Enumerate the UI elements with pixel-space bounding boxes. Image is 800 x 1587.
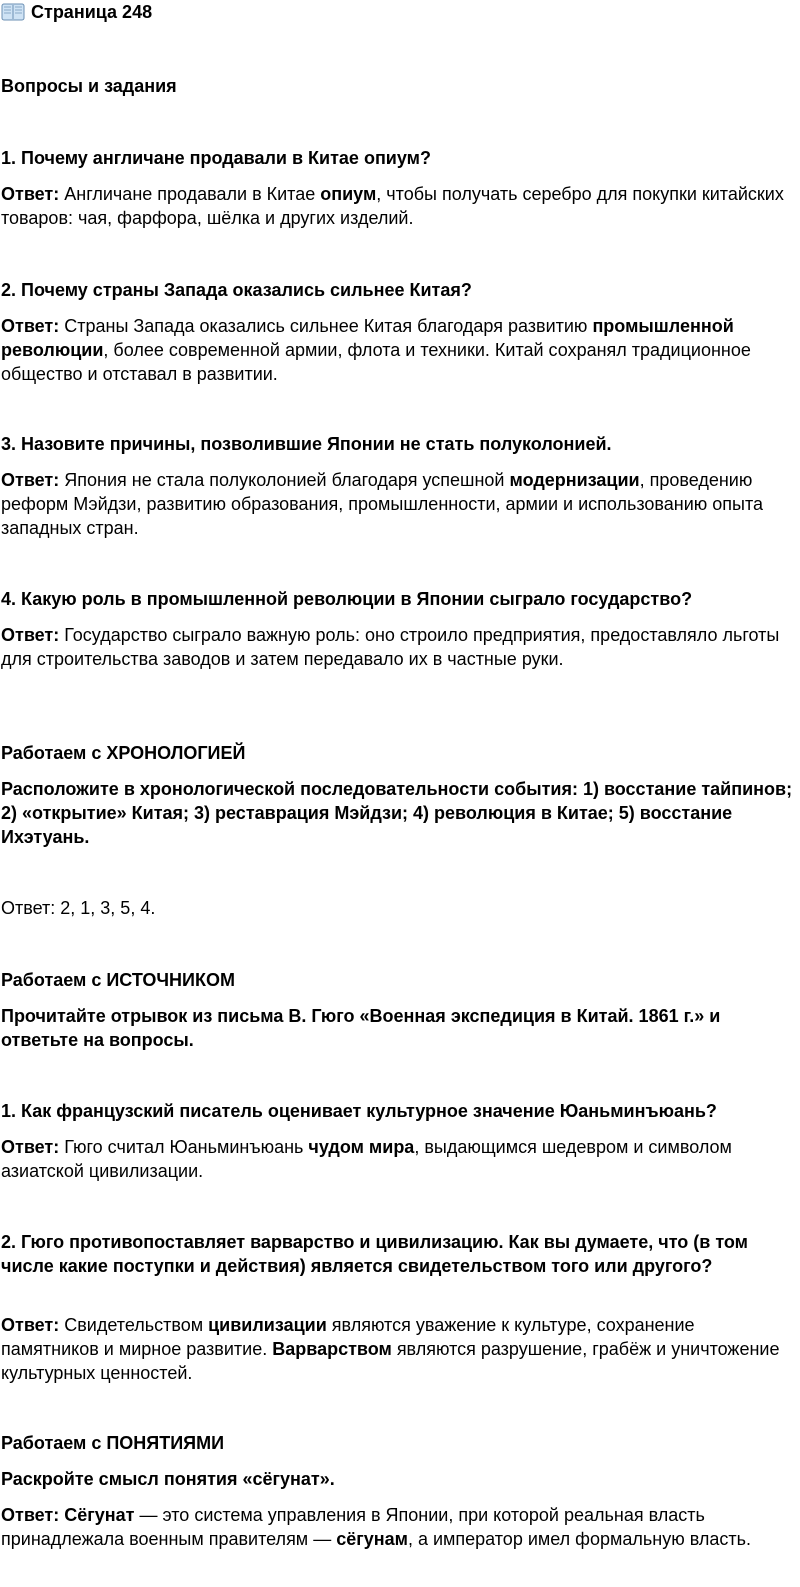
source-answer-2: Ответ: Свидетельством цивилизации являются уважение к культуре, сохранение памятников и мирное развитие. Варварством являются разрушение, грабёж и уничтожение культурных ценностей.	[1, 1315, 780, 1383]
answer-label: Ответ:	[1, 184, 60, 204]
source-question-1: 1. Как французский писатель оценивает культурное значение Юаньминъюань?	[1, 1101, 717, 1121]
concepts-answer: Ответ: Сёгунат — это система управления в Японии, при которой реальная власть принадлежала военным правителям — сёгунам, а император имел формальную власть.	[1, 1505, 752, 1549]
question-1: 1. Почему англичане продавали в Китае опиум?	[1, 148, 431, 168]
answer-4: Ответ: Государство сыграло важную роль: оно строило предприятия, предоставляло льготы для строительства заводов и затем передавало их в частные руки.	[1, 625, 780, 669]
question-3: 3. Назовите причины, позволившие Японии не стать полуколонией.	[1, 434, 612, 454]
concepts-task: Раскройте смысл понятия «сёгунат».	[1, 1469, 335, 1489]
answer-1: Ответ: Англичане продавали в Китае опиум, чтобы получать серебро для покупки китайских товаров: чая, фарфора, шёлка и других изделий.	[1, 184, 784, 228]
section-heading-chronology: Работаем с ХРОНОЛОГИЕЙ	[1, 743, 246, 763]
source-task: Прочитайте отрывок из письма В. Гюго «Военная экспедиция в Китай. 1861 г.» и ответьте на вопросы.	[1, 1006, 721, 1050]
book-icon	[1, 2, 25, 22]
answer-label: Ответ:	[1, 1315, 60, 1335]
answer-2: Ответ: Страны Запада оказались сильнее Китая благодаря развитию промышленной революции, более современной армии, флота и техники. Китай сохранял традиционное общество и отставал в развитии.	[1, 316, 751, 384]
section-heading-questions: Вопросы и задания	[1, 76, 177, 96]
page-header	[1, 0, 797, 24]
answer-label: Ответ:	[1, 625, 60, 645]
chronology-answer: Ответ: 2, 1, 3, 5, 4.	[1, 898, 156, 918]
answer-3: Ответ: Япония не стала полуколонией благодаря успешной модернизации, проведению реформ Мэйдзи, развитию образования, промышленности, армии и использованию опыта западных стран.	[1, 470, 764, 538]
answer-label: Ответ:	[1, 316, 60, 336]
answer-label: Ответ:	[1, 470, 60, 490]
answer-label: Ответ:	[1, 1137, 60, 1157]
question-4: 4. Какую роль в промышленной революции в Японии сыграло государство?	[1, 589, 693, 609]
question-2: 2. Почему страны Запада оказались сильнее Китая?	[1, 280, 472, 300]
page-title: Страница 248	[31, 2, 153, 22]
source-question-2: 2. Гюго противопоставляет варварство и цивилизацию. Как вы думаете, что (в том числе какие поступки и действия) является свидетельством того или другого?	[1, 1232, 748, 1276]
chronology-task: Расположите в хронологической последовательности события: 1) восстание тайпинов; 2) «открытие» Китая; 3) реставрация Мэйдзи; 4) революция в Китае; 5) восстание Ихэтуань.	[1, 779, 793, 847]
source-answer-1: Ответ: Гюго считал Юаньминъюань чудом мира, выдающимся шедевром и символом азиатской цивилизации.	[1, 1137, 732, 1181]
answer-label: Ответ:	[1, 1505, 60, 1525]
section-heading-source: Работаем с ИСТОЧНИКОМ	[1, 970, 235, 990]
section-heading-concepts: Работаем с ПОНЯТИЯМИ	[1, 1433, 225, 1453]
